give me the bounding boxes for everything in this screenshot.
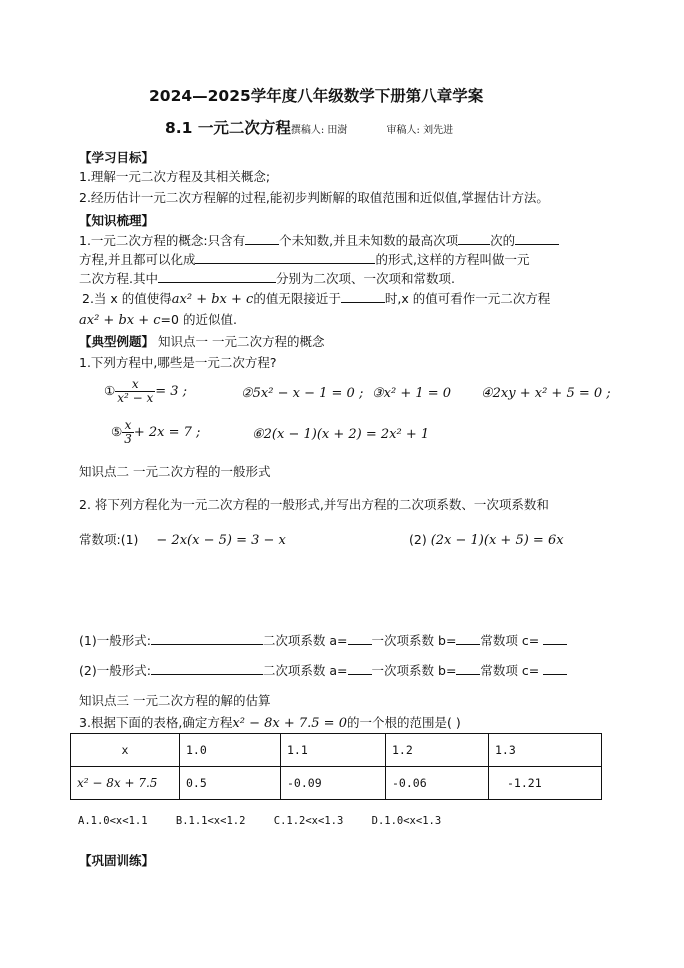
text: 的值无限接近于 [253, 291, 341, 306]
answer-options [78, 815, 441, 827]
equation-rhs: = 3 ; [155, 384, 188, 399]
equation-3: ③x² + 1 = 0 [372, 386, 452, 401]
table-row [71, 767, 602, 800]
knowledge-line [79, 232, 559, 250]
reviewer-name: 审稿人: 刘先进 [386, 125, 454, 136]
text: 常数项:(1) [79, 532, 139, 547]
text: 2.当 x 的值使得 [82, 291, 172, 306]
denominator: x² − x [117, 391, 154, 405]
equation-4: ④2xy + x² + 5 = 0 ; [481, 386, 611, 401]
text: =0 的近似值. [160, 312, 237, 327]
text: (1)一般形式: [79, 633, 151, 648]
page-title: 2024—2025学年度八年级数学下册第八章学案 [149, 87, 484, 105]
knowledge-point-1: 知识点一 一元二次方程的概念 [158, 334, 325, 349]
blank-line[interactable] [458, 232, 490, 245]
table-cell: 1.2 [386, 734, 489, 767]
math-expression: x² − 8x + 7.5 = 0 [232, 716, 347, 731]
table-cell: -1.21 [489, 767, 602, 800]
blank-line[interactable] [456, 632, 480, 645]
table-cell: x [71, 734, 180, 767]
question-2-part-2 [409, 531, 564, 550]
examples-heading: 【典型例题】 [79, 334, 155, 349]
blank-line[interactable] [456, 662, 480, 675]
text: 方程,并且都可以化成 [79, 252, 196, 267]
equation: (2x − 1)(x + 5) = 6x [430, 533, 564, 548]
goals-heading: 【学习目标】 [79, 150, 155, 165]
text: 常数项 c= [480, 633, 540, 648]
blank-line[interactable] [341, 290, 385, 303]
blank-line[interactable] [151, 632, 263, 645]
knowledge-point-2: 知识点二 一元二次方程的一般形式 [79, 464, 271, 479]
estimation-table [70, 733, 602, 800]
question-2-equations [79, 531, 286, 550]
table-cell: 0.5 [180, 767, 281, 800]
table-cell: -0.06 [386, 767, 489, 800]
answer-line-2 [79, 662, 567, 680]
text: 分别为二次项、一次项和常数项. [275, 271, 455, 286]
math-expression: ax² + bx + c [171, 292, 254, 307]
blank-line[interactable] [515, 232, 559, 245]
text: 二次项系数 a= [262, 633, 348, 648]
equation: − 2x(x − 5) = 3 − x [156, 533, 286, 548]
blank-line[interactable] [543, 632, 567, 645]
fraction [122, 419, 134, 446]
equation-6: ⑥2(x − 1)(x + 2) = 2x² + 1 [252, 427, 430, 442]
text: (2) [409, 532, 427, 547]
blank-line[interactable] [543, 662, 567, 675]
text: 一次项系数 b= [371, 663, 457, 678]
text: 1.一元二次方程的概念:只含有 [79, 233, 246, 248]
text: 3.根据下面的表格,确定方程 [79, 715, 233, 730]
denominator: 3 [124, 432, 132, 446]
text: 时,x 的值可看作一元二次方程 [384, 291, 551, 306]
numerator: x [122, 419, 134, 433]
text: 的形式,这样的方程叫做一元 [375, 252, 530, 267]
answer-line-1 [79, 632, 567, 650]
blank-line[interactable] [151, 662, 263, 675]
question-1: 1.下列方程中,哪些是一元二次方程? [79, 355, 277, 370]
knowledge-line [79, 270, 455, 288]
goal-item: 1.理解一元二次方程及其相关概念; [79, 169, 271, 184]
circle-number: ⑤ [111, 424, 123, 439]
question-3 [79, 714, 461, 733]
equation-1 [104, 378, 187, 405]
option-c[interactable]: C.1.2<x<1.3 [273, 815, 344, 827]
equation-5 [111, 419, 200, 446]
text: 个未知数,并且未知数的最高次项 [279, 233, 459, 248]
text: 次的 [490, 233, 516, 248]
option-a[interactable]: A.1.0<x<1.1 [78, 815, 148, 827]
table-cell: 1.1 [281, 734, 386, 767]
text: 常数项 c= [480, 663, 540, 678]
text: 二次方程.其中 [79, 271, 158, 286]
examples-header [79, 333, 324, 351]
knowledge-heading: 【知识梳理】 [79, 213, 155, 228]
text: 的一个根的范围是( ) [346, 715, 461, 730]
equation-rhs: + 2x = 7 ; [133, 425, 201, 440]
text: 二次项系数 a= [262, 663, 348, 678]
blank-line[interactable] [348, 662, 372, 675]
table-row [71, 734, 602, 767]
compiler-name: 撰稿人: 田澍 [290, 125, 348, 136]
numerator: x [115, 378, 155, 392]
blank-line[interactable] [245, 232, 279, 245]
blank-line[interactable] [348, 632, 372, 645]
circle-number: ① [104, 383, 116, 398]
knowledge-line [82, 290, 550, 309]
math-expression: ax² + bx + c [79, 313, 161, 328]
table-cell: x² − 8x + 7.5 [71, 767, 180, 800]
knowledge-point-3: 知识点三 一元二次方程的解的估算 [79, 693, 271, 708]
goal-item: 2.经历估计一元二次方程解的过程,能初步判断解的取值范围和近似值,掌握估计方法。 [79, 190, 549, 205]
table-cell: 1.0 [180, 734, 281, 767]
knowledge-line [79, 311, 237, 330]
blank-line[interactable] [195, 251, 375, 264]
table-cell: 1.3 [489, 734, 602, 767]
section-header [165, 116, 453, 138]
knowledge-line [79, 251, 529, 269]
equation-2: ②5x² − x − 1 = 0 ; [241, 386, 364, 401]
option-b[interactable]: B.1.1<x<1.2 [175, 815, 246, 827]
question-2: 2. 将下列方程化为一元二次方程的一般形式,并写出方程的二次项系数、一次项系数和 [79, 497, 549, 512]
section-title: 8.1 一元二次方程 [165, 119, 291, 137]
practice-heading: 【巩固训练】 [79, 853, 155, 868]
table-cell: -0.09 [281, 767, 386, 800]
text: (2)一般形式: [79, 663, 151, 678]
text: 一次项系数 b= [371, 633, 457, 648]
fraction [115, 378, 155, 405]
option-d[interactable]: D.1.0<x<1.3 [371, 815, 442, 827]
blank-line[interactable] [158, 270, 276, 283]
